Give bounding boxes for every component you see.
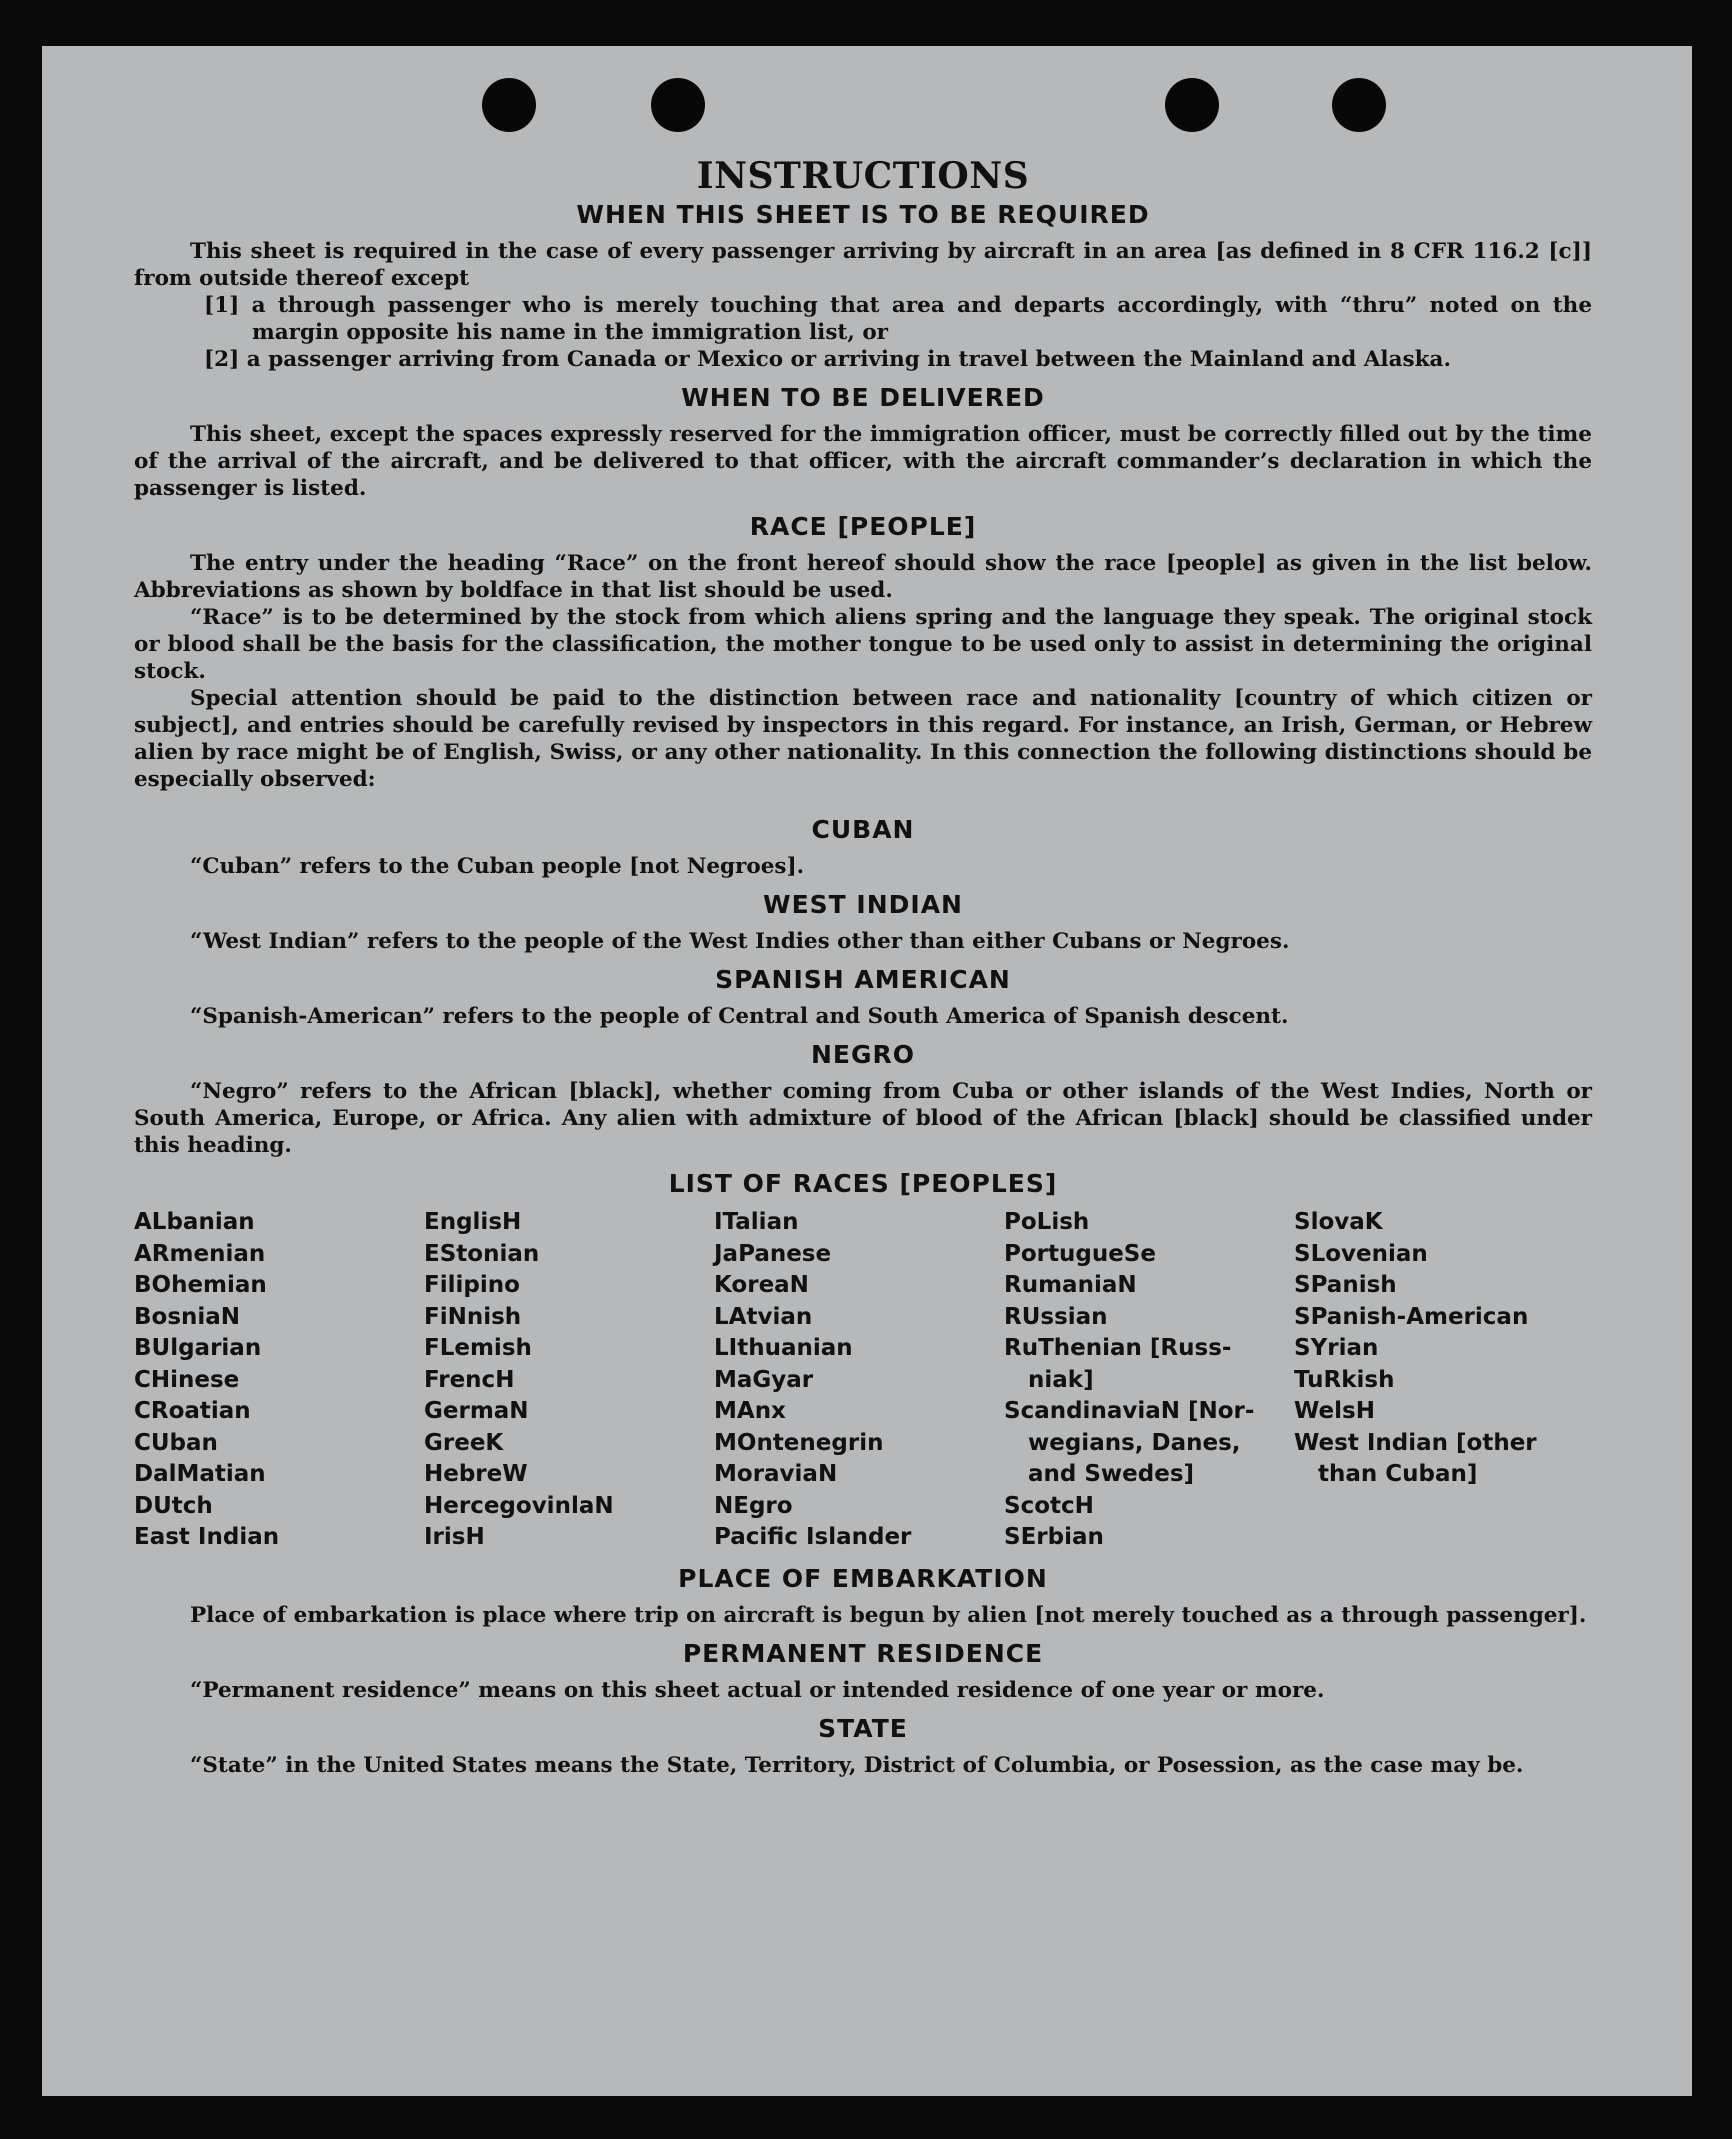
race-entry: MAnx	[714, 1398, 786, 1424]
section-heading: NEGRO	[810, 1040, 916, 1069]
paragraph: “Spanish-American” refers to the people of Central and South America of Spanish descent.	[190, 1004, 1289, 1029]
race-entry: MOntenegrin	[714, 1429, 884, 1456]
race-entry: CRoatian	[134, 1398, 251, 1424]
race-entry: BUlgarian	[134, 1335, 262, 1361]
race-entry: TuRkish	[1294, 1366, 1395, 1393]
punch-hole	[1332, 78, 1386, 132]
race-entry: MaGyar	[714, 1366, 814, 1393]
race-entry: ARmenian	[134, 1240, 266, 1267]
race-entry: SPanish	[1294, 1272, 1397, 1298]
race-entry: JaPanese	[714, 1240, 832, 1267]
paragraph: Place of embarkation is place where trip on aircraft is begun by alien [not merely touched as a through passenger].	[190, 1602, 1587, 1628]
race-entry: Filipino	[424, 1272, 520, 1298]
race-entry: PortugueSe	[1004, 1240, 1156, 1267]
races-column	[714, 1207, 1004, 1554]
section-heading: WHEN TO BE DELIVERED	[681, 383, 1045, 412]
section-heading: WEST INDIAN	[763, 890, 963, 919]
page-title: INSTRUCTIONS	[696, 155, 1030, 197]
race-entry: West Indian [other than Cuban]	[1294, 1429, 1537, 1487]
race-entry: Pacific Islander	[714, 1524, 912, 1550]
race-entry: ScandinaviaN [Nor-wegians, Danes, and Swedes]	[1004, 1398, 1255, 1487]
punch-hole	[1165, 78, 1219, 132]
instructions-content	[134, 154, 1592, 1779]
race-entry: East Indian	[134, 1524, 280, 1550]
race-entry: WelsH	[1294, 1398, 1375, 1424]
race-entry: ScotcH	[1004, 1492, 1094, 1519]
paragraph: “Negro” refers to the African [black], whether coming from Cuba or other islands of the West Indies, North or South America, Europe, or Africa. Any alien with admixture of blood of the African [black] should be classified under this heading.	[134, 1079, 1592, 1158]
race-entry: ITalian	[714, 1209, 799, 1235]
race-entry: SPanish-American	[1294, 1303, 1529, 1330]
section-heading: PERMANENT RESIDENCE	[682, 1638, 1044, 1668]
race-entry: FrencH	[424, 1366, 515, 1393]
paragraph: “State” in the United States means the State, Territory, District of Columbia, or Posession, as the case may be.	[190, 1752, 1524, 1778]
paragraph: The entry under the heading “Race” on the front hereof should show the race [people] as given in the list below. Abbreviations as shown by boldface in that list should be used.	[134, 551, 1592, 603]
race-entry: SErbian	[1004, 1524, 1104, 1550]
race-entry: EnglisH	[424, 1209, 522, 1235]
race-entry: BOhemian	[134, 1272, 267, 1298]
paragraph: “Race” is to be determined by the stock from which aliens spring and the language they speak. The original stock or blood shall be the basis for the classification, the mother tongue to be used only to assist in determining the original stock.	[134, 605, 1592, 684]
race-entry: MoraviaN	[714, 1461, 838, 1487]
races-list	[134, 1207, 1592, 1554]
section-heading: LIST OF RACES [PEOPLES]	[668, 1169, 1058, 1198]
races-column	[424, 1207, 714, 1554]
section-heading: SPANISH AMERICAN	[715, 965, 1011, 994]
race-entry: RumaniaN	[1004, 1272, 1137, 1298]
races-column	[1004, 1207, 1294, 1554]
paragraph: “West Indian” refers to the people of the West Indies other than either Cubans or Negroes.	[190, 929, 1290, 954]
race-entry: DUtch	[134, 1492, 213, 1519]
exception-item: [1] a through passenger who is merely touching that area and departs accordingly, with “thru” noted on the margin opposite his name in the immigration list, or	[204, 293, 1592, 345]
race-entry: PoLish	[1004, 1209, 1090, 1235]
paragraph: “Permanent residence” means on this sheet actual or intended residence of one year or more.	[190, 1677, 1325, 1703]
paragraph: Special attention should be paid to the distinction between race and nationality [country of which citizen or subject], and entries should be carefully revised by inspectors in this regard. For instance, an Irish, German, or Hebrew alien by race might be of English, Swiss, or any other nationality. In this connection the following distinctions should be especially observed:	[134, 686, 1592, 792]
race-entry: IrisH	[424, 1524, 485, 1550]
race-entry: RUssian	[1004, 1303, 1108, 1330]
punch-hole	[651, 78, 705, 132]
race-entry: FiNnish	[424, 1303, 522, 1330]
race-entry: NEgro	[714, 1492, 793, 1519]
section-heading: WHEN THIS SHEET IS TO BE REQUIRED	[576, 200, 1150, 229]
race-entry: LIthuanian	[714, 1335, 853, 1361]
section-heading: CUBAN	[811, 815, 915, 844]
race-entry: SYrian	[1294, 1335, 1379, 1361]
race-entry: GreeK	[424, 1429, 504, 1456]
form-sheet	[42, 46, 1692, 2096]
race-entry: GermaN	[424, 1398, 529, 1424]
race-entry: LAtvian	[714, 1303, 813, 1330]
race-entry: EStonian	[424, 1240, 540, 1267]
section-heading: PLACE OF EMBARKATION	[678, 1563, 1048, 1593]
race-entry: CHinese	[134, 1366, 240, 1393]
race-entry: RuThenian [Russ-niak]	[1004, 1335, 1232, 1393]
paragraph: This sheet, except the spaces expressly reserved for the immigration officer, must be correctly filled out by the time of the arrival of the aircraft, and be delivered to that officer, with the aircraft commander’s declaration in which the passenger is listed.	[134, 422, 1592, 501]
race-entry: FLemish	[424, 1335, 532, 1361]
races-column	[134, 1207, 424, 1554]
punch-hole	[482, 78, 536, 132]
section-heading: RACE [PEOPLE]	[749, 512, 977, 541]
race-entry: HebreW	[424, 1461, 528, 1487]
race-entry: KoreaN	[714, 1272, 809, 1298]
race-entry: ALbanian	[134, 1209, 255, 1235]
race-entry: SLovenian	[1294, 1240, 1428, 1267]
exception-item: [2] a passenger arriving from Canada or Mexico or arriving in travel between the Mainland and Alaska.	[204, 347, 1451, 372]
paragraph: This sheet is required in the case of every passenger arriving by aircraft in an area [as defined in 8 CFR 116.2 [c]] from outside thereof except	[134, 239, 1592, 291]
race-entry: DalMatian	[134, 1461, 266, 1487]
section-heading: STATE	[818, 1713, 908, 1743]
race-entry: BosniaN	[134, 1303, 241, 1330]
races-column	[1294, 1207, 1602, 1554]
race-entry: HercegovinlaN	[424, 1492, 614, 1519]
race-entry: SlovaK	[1294, 1209, 1383, 1235]
race-entry: CUban	[134, 1429, 218, 1456]
paragraph: “Cuban” refers to the Cuban people [not Negroes].	[190, 854, 805, 879]
